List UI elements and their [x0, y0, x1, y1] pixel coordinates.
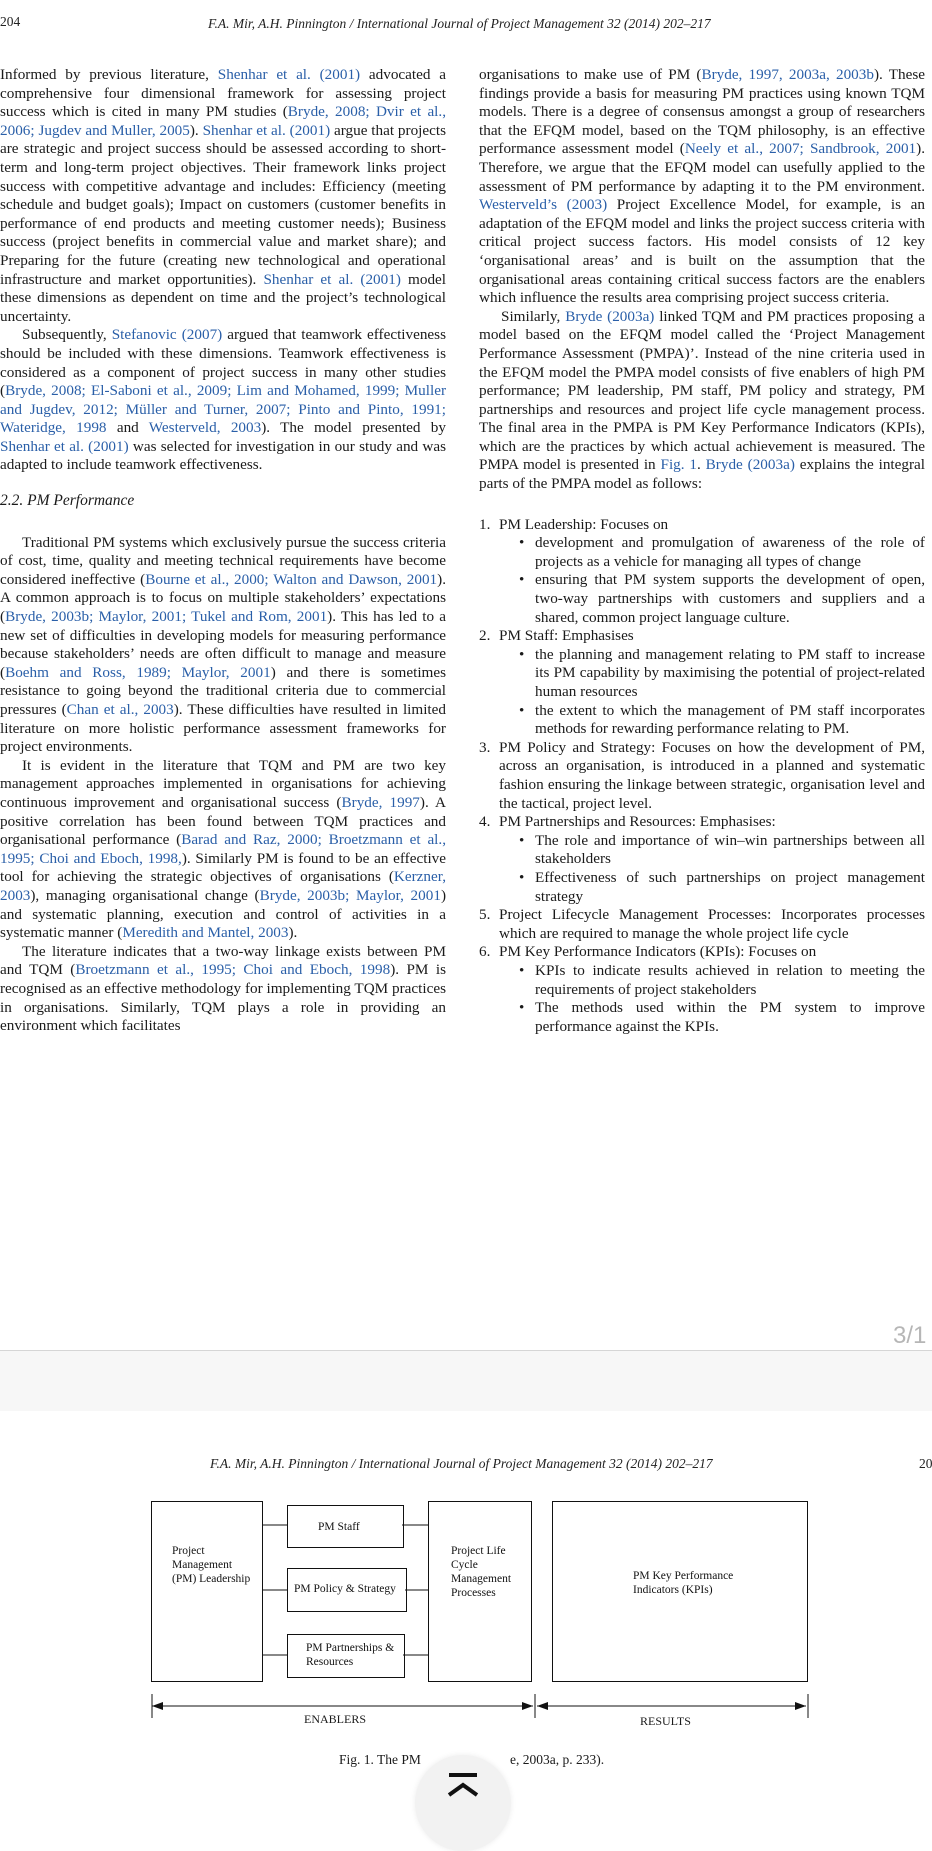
paragraph: [479, 308, 925, 494]
text-run: advocated a comprehensive four dimensional framework for assessing project success which is cited in many PM studies (: [0, 66, 446, 121]
running-header: F.A. Mir, A.H. Pinnington / International Journal of Project Management 32 (2014) 202–217: [210, 1456, 713, 1471]
list-item-text: PM Policy and Strategy: Focuses on how the development of PM, across an organisation, is introduced in a planned and systematic fashion ensuring the linkage between strategic, organisation level and the tactical, project level.: [499, 738, 925, 812]
citation-link[interactable]: Bryde, 2008; El-Saboni et al., 2009; Lim and Mohamed, 1999; Muller and Jugdev, 2012; Müller and Turner, 2007; Pinto and Pinto, 1991; Wateridge, 1998: [0, 382, 446, 437]
page-indicator[interactable]: 3/1: [893, 1322, 927, 1349]
citation-link[interactable]: Bryde, 2003b; Maylor, 2001; Tukel and Rom, 2001: [5, 608, 328, 626]
text-run: model these dimensions as dependent on time and the project’s technological uncertainty.: [0, 270, 446, 325]
text-run: Project Excellence Model, for example, is an adaptation of the EFQM model and links the project success criteria with critical project success factors. His model consists of 12 key ‘organisational areas’ and is built on the assumption that the organisational areas containing critical success factors are the enablers which influence the results area comprising project success criteria.: [479, 196, 925, 307]
text-run: ) and there is sometimes resistance to going beyond the traditional criteria due to commercial pressures (: [0, 663, 447, 718]
results-label: RESULTS: [640, 1714, 691, 1728]
page-divider: [0, 1350, 932, 1351]
figure-caption: Fig. 1. The PM: [339, 1752, 421, 1767]
citation-link[interactable]: Shenhar et al. (2001): [263, 270, 401, 288]
lifecycle-box: Project Life Cycle Management Processes: [428, 1501, 532, 1682]
text-run: ).: [288, 924, 298, 942]
citation-link[interactable]: Stefanovic (2007): [111, 326, 223, 344]
text-run: Traditional PM systems which exclusively pursue the success criteria of cost, time, quality and meeting technical requirements have become considered ineffective (: [0, 533, 446, 588]
bullet-item: • the extent to which the management of PM staff incorporates methods for rewarding performance relating to PM.: [519, 702, 925, 739]
list-item-text: PM Key Performance Indicators (KPIs): Focuses on: [499, 943, 817, 961]
text-run: linked TQM and PM practices proposing a model based on the EFQM model called the ‘Project Management Performance Assessment (PMPA)’. Instead of the nine criteria used in the EFQM model the PMPA model consists of five enablers of high PM performance; PM leadership, PM staff, PM policy and strategy, PM partnerships and resources and project life cycle management process. The final area in the PMPA is PM Key Performance Indicators (KPIs), which are the practices by which actual achievement is measured. The PMPA model is presented in: [479, 307, 925, 474]
running-header: F.A. Mir, A.H. Pinnington / International Journal of Project Management 32 (2014) 202–217: [208, 16, 711, 31]
citation-link[interactable]: Broetzmann et al., 1995; Choi and Eboch, 1998: [75, 961, 391, 979]
citation-link[interactable]: Bryde, 2008; Dvir et al., 2006; Jugdev and Muller, 2005: [0, 103, 446, 139]
page-gap: [0, 1351, 932, 1411]
bullet-item: • the planning and management relating to PM staff to increase its PM capability by maximising the potential of project-related human resources: [519, 646, 925, 702]
text-run: was selected for investigation in our study and was adapted to include teamwork effectiveness.: [0, 437, 446, 474]
text-run: organisations to make use of PM (: [479, 66, 702, 83]
citation-link[interactable]: Bryde, 2003b; Maylor, 2001: [259, 886, 441, 904]
kpi-box: PM Key Performance Indicators (KPIs): [552, 1501, 808, 1682]
citation-link[interactable]: Shenhar et al. (2001): [0, 437, 129, 455]
text-run: ). These difficulties have resulted in limited literature on more holistic performance assessment frameworks for project environments.: [0, 701, 446, 756]
paragraph: [0, 326, 446, 475]
right-column: [479, 66, 925, 1036]
text-run: ). A common approach is to focus on multiple stakeholders’ expectations (: [0, 570, 446, 626]
text-run: argued that teamwork effectiveness should be included with these dimensions. Teamwork effectiveness is considered as a component of project success in many other studies (: [0, 326, 446, 400]
bullet-item: • The role and importance of win–win partnerships between all stakeholders: [519, 832, 925, 869]
text-run: Subsequently,: [22, 326, 112, 344]
page-number: 20: [919, 1456, 932, 1471]
list-item: [479, 739, 925, 813]
bullet-item: • ensuring that PM system supports the development of open, two-way partnerships with customers and suppliers and a shared, common project language culture.: [519, 571, 925, 627]
citation-link[interactable]: Fig. 1: [660, 456, 698, 474]
text-run: ). PM is recognised as an effective methodology for implementing TQM practices in organisations. Similarly, TQM plays a role in providing an environment which facilitates: [0, 961, 446, 1035]
section-heading: 2.2. PM Performance: [0, 492, 135, 510]
figure-connectors: [0, 1460, 932, 1760]
scroll-to-top-button[interactable]: [415, 1755, 511, 1851]
text-run: Similarly,: [501, 307, 566, 325]
bullet-item: • The methods used within the PM system to improve performance against the KPIs.: [519, 999, 925, 1036]
list-item: [479, 627, 925, 739]
citation-link[interactable]: Boehm and Ross, 1989; Maylor, 2001: [5, 663, 271, 681]
enablers-label: ENABLERS: [304, 1712, 367, 1726]
paragraph: [0, 943, 446, 1036]
leadership-box: Project Management (PM) Leadership: [151, 1501, 263, 1682]
text-run: ) and systematic planning, execution and control of activities in a systematic manner (: [0, 886, 446, 942]
paragraph: [0, 534, 446, 757]
text-run: ). Therefore, we argue that the EFQM model can usefully applied to the assessment of PM performance by adapting it to the PM environment.: [479, 140, 925, 195]
text-run: ). The model presented by: [261, 419, 446, 437]
left-column: [0, 66, 446, 1036]
list-item: [479, 813, 925, 906]
chevron-up-icon: [415, 1755, 511, 1851]
list-number: 2.: [479, 627, 491, 645]
paragraph: [479, 66, 925, 308]
list-item: [479, 906, 925, 943]
bullet-item: • Effectiveness of such partnerships on project management strategy: [519, 869, 925, 906]
citation-link[interactable]: Shenhar et al. (2001): [202, 121, 331, 139]
list-number: 4.: [479, 813, 491, 831]
text-run: ). Similarly PM is found to be an effective tool for achieving the strategic objectives of organisations (: [0, 849, 446, 886]
list-number: 6.: [479, 943, 491, 961]
list-item-text: PM Partnerships and Resources: Emphasises:: [499, 813, 776, 831]
citation-link[interactable]: Bourne et al., 2000; Walton and Dawson, 2001: [145, 570, 438, 588]
text-run: argue that projects are strategic and project success should be assessed according to short-term and long-term project objectives. Their framework links project success with competitive advantage and includes: Efficiency (meeting schedule and budget goals); Impact on customers (customer benefits in performance of end products and meeting customer needs); Business success (project benefits in commercial value and market share); and Preparing for the future (creating new technological and operational infrastructure and market opportunities).: [0, 121, 447, 288]
list-item-text: PM Staff: Emphasises: [499, 627, 634, 645]
citation-link[interactable]: Chan et al., 2003: [66, 701, 174, 718]
text-run: Informed by previous literature,: [0, 66, 218, 83]
citation-link[interactable]: Westerveld, 2003: [148, 419, 262, 437]
text-run: It is evident in the literature that TQM and PM are two key management approaches implemented in organisations for achieving continuous improvement and organisational success (: [0, 756, 446, 811]
text-run: The literature indicates that a two-way linkage exists between PM and TQM (: [0, 942, 446, 979]
pmpa-list: [479, 516, 925, 1037]
citation-link[interactable]: Neely et al., 2007; Sandbrook, 2001: [684, 140, 917, 158]
citation-link[interactable]: Barad and Raz, 2000; Broetzmann et al., 1995; Choi and Eboch, 1998,: [0, 831, 446, 867]
text-run: ), managing organisational change (: [30, 886, 260, 904]
text-run: ). A positive correlation has been found between TQM practices and organisational performance (: [0, 793, 447, 849]
paragraph: [0, 757, 446, 943]
list-item: [479, 943, 925, 1036]
bullet-item: • development and promulgation of awareness of the role of projects as a vehicle for managing all types of change: [519, 534, 925, 571]
text-run: and: [106, 419, 149, 437]
list-item-text: Project Lifecycle Management Processes: Incorporates processes which are required to manage the whole project life cycle: [499, 906, 925, 942]
text-run: .: [697, 456, 706, 474]
list-number: 3.: [479, 738, 491, 756]
pm-partnerships-box: PM Partnerships & Resources: [287, 1634, 405, 1678]
citation-link[interactable]: Bryde, 1997, 2003a, 2003b: [701, 66, 874, 83]
list-item: [479, 516, 925, 628]
citation-link[interactable]: Bryde (2003a): [565, 307, 655, 325]
text-run: ). These findings provide a basis for measuring PM practices using known TQM models. There is a degree of consensus amongst a group of researchers that the EFQM model, based on the TQM philosophy, is an effective performance assessment model (: [479, 66, 925, 158]
bullet-item: • KPIs to indicate results achieved in relation to meeting the requirements of project stakeholders: [519, 962, 925, 999]
text-run: ). This has led to a new set of difficulties in developing models for measuring performance because stakeholders’ needs are often difficult to manage and measure (: [0, 608, 446, 681]
text-run: explains the integral parts of the PMPA model as follows:: [479, 456, 925, 493]
citation-link[interactable]: Westerveld’s (2003): [479, 196, 608, 214]
list-item-text: PM Leadership: Focuses on: [499, 515, 669, 533]
page-number: 204: [0, 14, 21, 29]
text-run: ).: [189, 121, 203, 139]
citation-link[interactable]: Bryde (2003a): [705, 456, 795, 474]
paragraph: [0, 66, 446, 326]
figure-caption-continued: e, 2003a, p. 233).: [510, 1752, 605, 1767]
citation-link[interactable]: Meredith and Mantel, 2003: [122, 924, 289, 942]
pm-policy-box: PM Policy & Strategy: [287, 1568, 407, 1612]
list-number: 5.: [479, 906, 491, 924]
citation-link[interactable]: Shenhar et al. (2001): [217, 66, 361, 83]
pm-staff-box: PM Staff: [287, 1505, 404, 1548]
citation-link[interactable]: Bryde, 1997: [341, 793, 420, 811]
list-number: 1.: [479, 515, 491, 533]
citation-link[interactable]: Kerzner, 2003: [0, 868, 446, 904]
